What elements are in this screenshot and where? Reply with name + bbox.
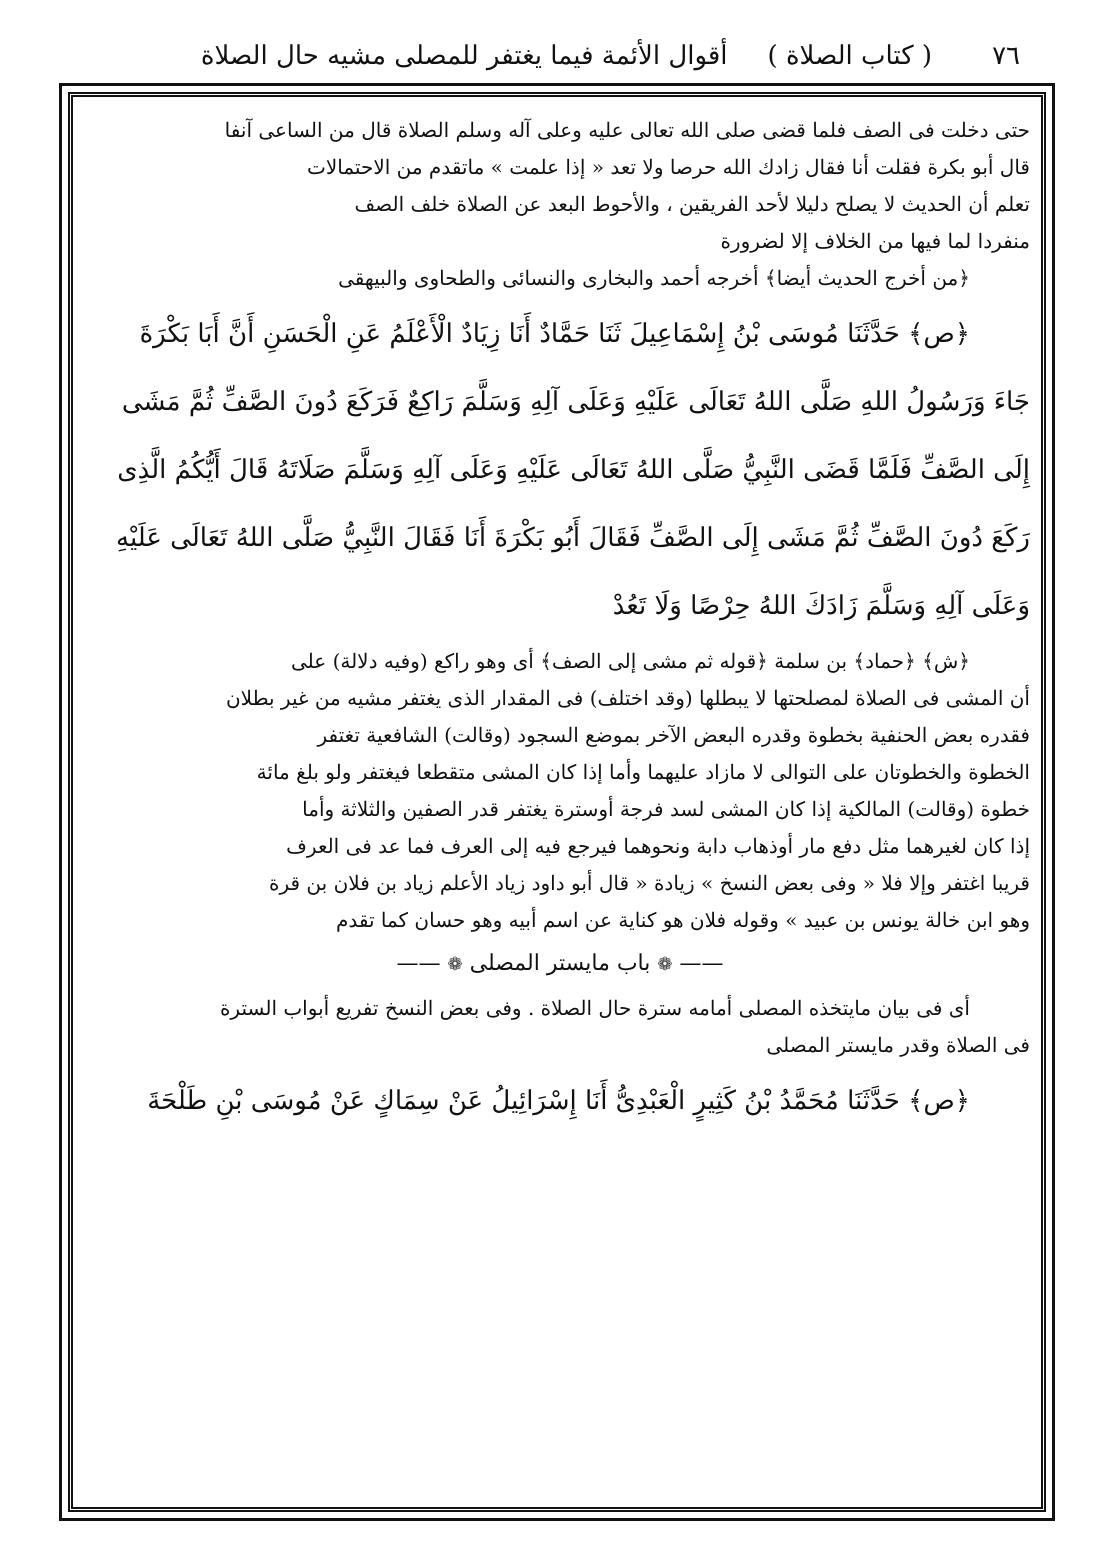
hadith-line: وَعَلَى آلِهِ وَسَلَّمَ زَادَكَ اللهُ حِرْصًا وَلَا تَعُدْ — [612, 591, 1030, 621]
ornament-icon: ❁ — [447, 954, 463, 975]
sharh-line: وهو ابن خالة يونس بن عبيد » وقوله فلان هو كناية عن اسم أبيه وهو حسان كما تقدم — [335, 908, 1030, 932]
page-header — [120, 28, 1020, 84]
hadith-line: إِلَى الصَّفِّ فَلَمَّا قَضَى النَّبِيُّ صَلَّى اللهُ تَعَالَى عَلَيْهِ وَعَلَى آلِهِ وَسَلَّمَ صَلَاتَهُ قَالَ أَيُّكُمُ الَّذِى — [117, 455, 1030, 485]
ornament-icon: ❁ — [657, 954, 673, 975]
chapter-intro-line: فى الصلاة وقدر مايستر المصلى — [766, 1033, 1030, 1057]
sharh-line: قريبا اغتفر وإلا فلا « وفى بعض النسخ » زيادة « قال أبو داود زياد الأعلم زياد بن فلان بن قرة — [269, 871, 1030, 895]
sharh-line: خطوة (وقالت) المالكية إذا كان المشى لسد فرجة أوسترة يغتفر قدر الصفين والثلاثة وأما — [302, 797, 1030, 821]
hadith-line: جَاءَ وَرَسُولُ اللهِ صَلَّى اللهُ تَعَالَى عَلَيْهِ وَعَلَى آلِهِ وَسَلَّمَ رَاكِعٌ فَرَكَعَ دُونَ الصَّفِّ ثُمَّ مَشَى — [121, 387, 1030, 417]
hadith-line: رَكَعَ دُونَ الصَّفِّ ثُمَّ مَشَى إِلَى الصَّفِّ فَقَالَ أَبُو بَكْرَةَ أَنَا فَقَالَ النَّبِيُّ صَلَّى اللهُ تَعَالَى عَلَيْهِ — [116, 523, 1030, 553]
page-body — [90, 112, 1030, 1138]
sharh-line: إذا كان لغيرهما مثل دفع مار أوذهاب دابة ونحوهما فيرجع فيه إلى العرف فما عد فى العرف — [286, 834, 1030, 858]
chapter-title-text: باب مايستر المصلى — [469, 951, 651, 976]
paragraph-line: قال أبو بكرة فقلت أنا فقال زادك الله حرصا ولا تعد « إذا علمت » ماتقدم من الاحتمالات — [307, 155, 1030, 179]
hadith-line: ﴿ص﴾ حَدَّثَنَا مُحَمَّدُ بْنُ كَثِيرٍ الْعَبْدِىُّ أَنَا إِسْرَائِيلُ عَنْ سِمَاكٍ عَنْ مُوسَى بْنِ طَلْحَةَ — [147, 1086, 970, 1116]
takhrij-line: ﴿من أخرج الحديث أيضا﴾ أخرجه أحمد والبخارى والنسائى والطحاوى والبيهقى — [338, 266, 970, 290]
sharh-line: أن المشى فى الصلاة لمصلحتها لا يبطلها (وقد اختلف) فى المقدار الذى يغتفر مشيه من غير بطلان — [225, 686, 1030, 710]
hadith-line: ﴿ص﴾ حَدَّثَنَا مُوسَى بْنُ إِسْمَاعِيلَ ثَنَا حَمَّادٌ أَنَا زِيَادٌ الْأَعْلَمُ عَنِ الْحَسَنِ أَنَّ أَبَا بَكْرَةَ — [139, 319, 970, 349]
sharh-line: ﴿ش﴾ ﴿حماد﴾ بن سلمة ﴿قوله ثم مشى إلى الصف﴾ أى وهو راكع (وفيه دلالة) على — [290, 649, 970, 673]
book-title: ( كتاب الصلاة ) — [767, 41, 933, 71]
chapter-title: —— ❁ باب مايستر المصلى ❁ —— — [396, 951, 724, 976]
paragraph-line: منفردا لما فيها من الخلاف إلا لضرورة — [720, 229, 1030, 253]
paragraph-line: حتى دخلت فى الصف فلما قضى صلى الله تعالى عليه وعلى آله وسلم الصلاة قال من الساعى آنفا — [224, 118, 1030, 142]
sharh-line: الخطوة والخطوتان على التوالى لا مازاد عليهما وأما إذا كان المشى متقطعا فيغتفر ولو بلغ مائة — [256, 760, 1030, 784]
sharh-line: فقدره بعض الحنفية بخطوة وقدره البعض الآخر بموضع السجود (وقالت) الشافعية تغتفر — [317, 723, 1030, 747]
chapter-heading: أقوال الأئمة فيما يغتفر للمصلى مشيه حال الصلاة — [200, 41, 728, 71]
chapter-intro-line: أى فى بيان مايتخذه المصلى أمامه سترة حال الصلاة . وفى بعض النسخ تفريع أبواب السترة — [219, 996, 970, 1020]
page-number: ٧٦ — [992, 41, 1020, 71]
paragraph-line: تعلم أن الحديث لا يصلح دليلا لأحد الفريقين ، والأحوط البعد عن الصلاة خلف الصف — [354, 192, 1030, 216]
